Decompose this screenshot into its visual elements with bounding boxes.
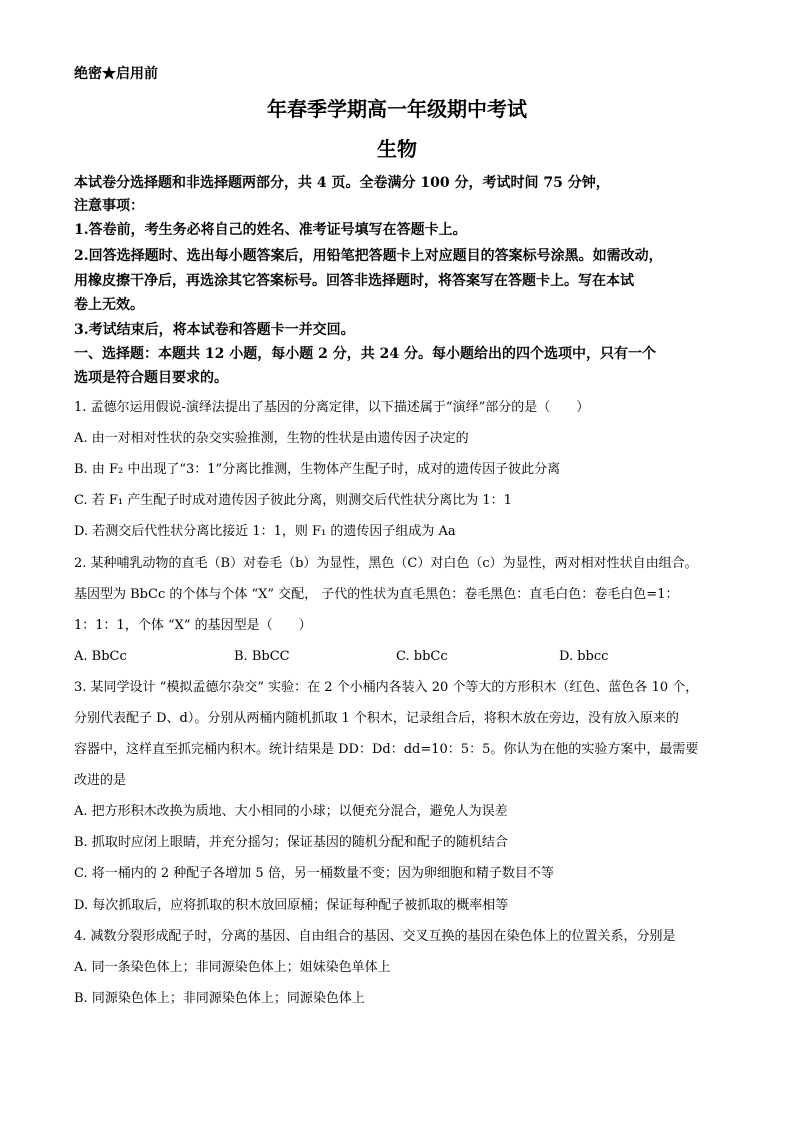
question-1-stem: 1. 孟德尔运用假说-演绎法提出了基因的分离定律，以下描述属于“演绎”部分的是（ ）: [74, 400, 590, 415]
question-3-stem-line-1: 3. 某同学设计 “模拟孟德尔杂交” 实验：在 2 个小桶内各装入 20 个等大的方形积木（红色、蓝色各 10 个，: [74, 680, 699, 695]
question-3-option-d: D. 每次抓取后，应将抓取的积木放回原桶；保证每种配子被抓取的概率相等: [74, 898, 509, 913]
subject-title: 生物: [377, 137, 417, 161]
section-1-heading-line-1: 一、选择题：本题共 12 小题，每小题 2 分，共 24 分。每小题给出的四个选项中，只有一个: [74, 346, 656, 362]
question-2-option-d: D. bbcc: [559, 649, 609, 664]
note-1: 1.答卷前，考生务必将自己的姓名、准考证号填写在答题卡上。: [74, 222, 467, 238]
note-2-line-2: 用橡皮擦干净后，再选涂其它答案标号。回答非选择题时，将答案写在答题卡上。写在本试: [74, 273, 634, 289]
question-1-option-c: C. 若 F₁ 产生配子时成对遗传因子彼此分离，则测交后代性状分离比为 1：1: [74, 493, 512, 508]
exam-title: 年春季学期高一年级期中考试: [267, 97, 527, 121]
question-2-stem-line-2: 基因型为 BbCc 的个体与个体 “X” 交配， 子代的性状为直毛黑色：卷毛黑色：直毛白色：卷毛白色=1：: [74, 587, 679, 602]
question-1-option-b: B. 由 F₂ 中出现了“3：1”分离比推测，生物体产生配子时，成对的遗传因子彼此分离: [74, 462, 561, 477]
question-1-option-d: D. 若测交后代性状分离比接近 1：1，则 F₁ 的遗传因子组成为 Aa: [74, 524, 456, 539]
notes-heading: 注意事项：: [74, 198, 144, 214]
question-2-stem-line-3: 1：1：1，个体 “X” 的基因型是（ ）: [74, 618, 312, 633]
section-1-heading-line-2: 选项是符合题目要求的。: [74, 370, 228, 386]
question-2-option-a: A. BbCc: [74, 649, 127, 664]
note-2-line-1: 2.回答选择题时、选出每小题答案后，用铅笔把答题卡上对应题目的答案标号涂黑。如需改动，: [74, 248, 663, 264]
question-3-stem-line-2: 分别代表配子 D、d）。分别从两桶内随机抓取 1 个积木，记录组合后，将积木放在旁边，没有放入原来的: [74, 711, 679, 726]
question-2-option-b: B. BbCC: [234, 649, 290, 664]
note-3: 3.考试结束后，将本试卷和答题卡一并交回。: [74, 322, 355, 338]
instructions-intro: 本试卷分选择题和非选择题两部分，共 4 页。全卷满分 100 分，考试时间 75 分钟，: [74, 175, 610, 191]
note-2-line-3: 卷上无效。: [74, 297, 144, 313]
question-2-option-c: C. bbCc: [396, 649, 448, 664]
question-3-stem-line-4: 改进的是: [74, 773, 127, 788]
question-2-stem-line-1: 2. 某种哺乳动物的直毛（B）对卷毛（b）为显性，黑色（C）对白色（c）为显性，两对相对性状自由组合。: [74, 556, 698, 571]
question-3-option-a: A. 把方形积木改换为质地、大小相同的小球；以便充分混合，避免人为误差: [74, 804, 508, 819]
question-1-option-a: A. 由一对相对性状的杂交实验推测，生物的性状是由遗传因子决定的: [74, 431, 469, 446]
question-3-stem-line-3: 容器中，这样直至抓完桶内积木。统计结果是 DD：Dd：dd=10：5：5。你认为在他的实验方案中，最需要: [74, 742, 699, 757]
question-4-option-a: A. 同一条染色体上；非同源染色体上；姐妹染色单体上: [74, 960, 391, 975]
confidential-label: 绝密★启用前: [74, 66, 158, 82]
question-4-stem: 4. 减数分裂形成配子时，分离的基因、自由组合的基因、交叉互换的基因在染色体上的位置关系，分别是: [74, 929, 676, 944]
question-3-option-b: B. 抓取时应闭上眼睛，并充分摇匀；保证基因的随机分配和配子的随机结合: [74, 835, 508, 850]
question-4-option-b: B. 同源染色体上；非同源染色体上；同源染色体上: [74, 991, 365, 1006]
question-3-option-c: C. 将一桶内的 2 种配子各增加 5 倍，另一桶数量不变；因为卵细胞和精子数目不等: [74, 866, 554, 881]
